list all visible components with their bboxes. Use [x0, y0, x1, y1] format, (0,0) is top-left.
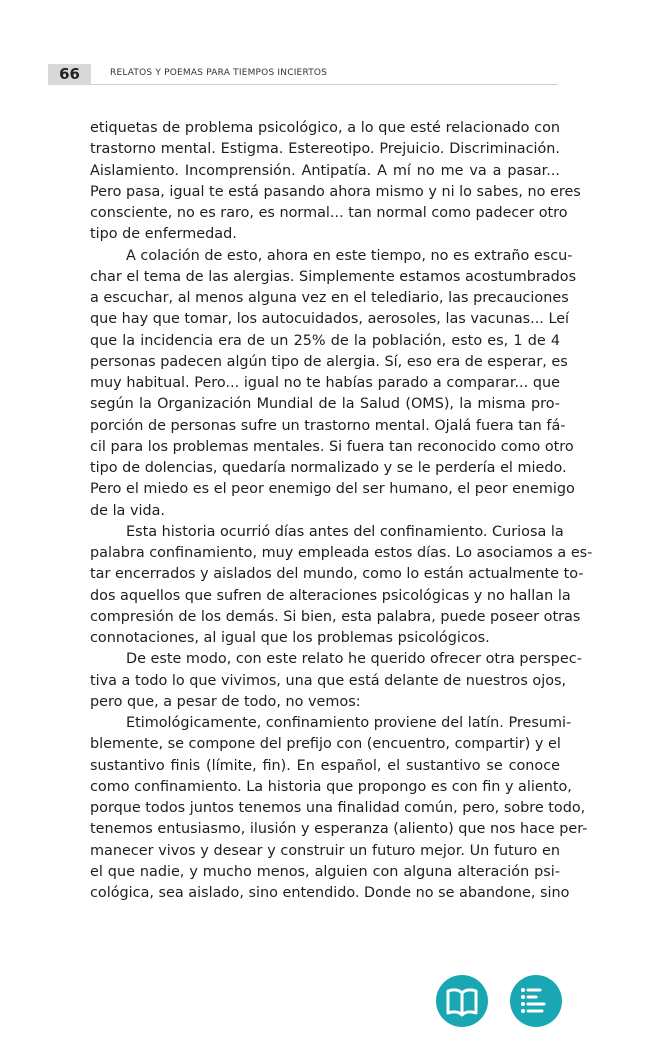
- text-line: etiquetas de problema psicológico, a lo que esté relacionado con: [90, 120, 560, 136]
- book-icon[interactable]: [436, 975, 488, 1027]
- text-line: Etimológicamente, confinamiento proviene del latín. Presumi-: [126, 715, 572, 731]
- text-line: connotaciones, al igual que los problemas psicológicos.: [90, 630, 490, 646]
- text-line: Pero el miedo es el peor enemigo del ser humano, el peor enemigo: [90, 481, 575, 498]
- text-line: pero que, a pesar de todo, no vemos:: [90, 693, 361, 710]
- text-line: cológica, sea aislado, sino entendido. Donde no se abandone, sino: [90, 885, 570, 901]
- text-line: tipo de dolencias, quedaría normalizado y se le perdería el miedo.: [90, 460, 567, 476]
- text-line: como confinamiento. La historia que propongo es con fin y aliento,: [90, 778, 572, 795]
- text-line: sustantivo finis (límite, fin). En español, el sustantivo se conoce: [90, 757, 560, 774]
- text-line: tenemos entusiasmo, ilusión y esperanza (aliento) que nos hace per-: [90, 821, 588, 838]
- list-icon[interactable]: [510, 975, 562, 1027]
- text-line: según la Organización Mundial de la Salud (OMS), la misma pro-: [90, 396, 560, 413]
- text-line: consciente, no es raro, es normal... tan normal como padecer otro: [90, 205, 568, 221]
- text-line: Pero pasa, igual te está pasando ahora mismo y ni lo sabes, no eres: [90, 183, 581, 200]
- text-line: palabra confinamiento, muy empleada estos días. Lo asociamos a es-: [90, 545, 593, 561]
- text-line: A colación de esto, ahora en este tiempo, no es extraño escu-: [126, 247, 573, 264]
- text-line: personas padecen algún tipo de alergia. Sí, eso era de esperar, es: [90, 353, 568, 370]
- text-line: porción de personas sufre un trastorno mental. Ojalá fuera tan fá-: [90, 417, 566, 434]
- footer-icons: [436, 975, 562, 1029]
- text-line: de la vida.: [90, 502, 165, 519]
- text-line: el que nadie, y mucho menos, alguien con alguna alteración psi-: [90, 863, 560, 880]
- running-title: RELATOS Y POEMAS PARA TIEMPOS INCIERTOS: [110, 68, 328, 78]
- page-header: [48, 64, 558, 85]
- text-line: que la incidencia era de un 25% de la población, esto es, 1 de 4: [90, 332, 560, 349]
- text-line: a escuchar, al menos alguna vez en el telediario, las precauciones: [90, 290, 569, 306]
- text-line: Aislamiento. Incomprensión. Antipatía. A mí no me va a pasar...: [90, 162, 560, 179]
- text-line: char el tema de las alergias. Simplemente estamos acostumbrados: [90, 268, 577, 285]
- header-rule: [91, 84, 558, 85]
- text-line: trastorno mental. Estigma. Estereotipo. Prejuicio. Discriminación.: [90, 141, 560, 158]
- text-line: Esta historia ocurrió días antes del confinamiento. Curiosa la: [126, 523, 564, 540]
- text-line: compresión de los demás. Si bien, esta palabra, puede poseer otras: [90, 608, 581, 625]
- text-line: De este modo, con este relato he querido ofrecer otra perspec-: [126, 651, 582, 668]
- text-line: tar encerrados y aislados del mundo, como lo están actualmente to-: [90, 566, 584, 583]
- page-number: 66: [48, 64, 91, 85]
- text-line: blemente, se compone del prefijo con (encuentro, compartir) y el: [90, 736, 561, 753]
- text-line: cil para los problemas mentales. Si fuera tan reconocido como otro: [90, 438, 574, 455]
- body-text: [90, 118, 593, 904]
- text-line: tipo de enfermedad.: [90, 226, 237, 243]
- text-line: porque todos juntos tenemos una finalidad común, pero, sobre todo,: [90, 800, 586, 816]
- text-line: muy habitual. Pero... igual no te habías parado a comparar... que: [90, 375, 560, 391]
- text-line: manecer vivos y desear y construir un futuro mejor. Un futuro en: [90, 842, 560, 859]
- text-line: tiva a todo lo que vivimos, una que está delante de nuestros ojos,: [90, 672, 567, 689]
- text-line: que hay que tomar, los autocuidados, aerosoles, las vacunas... Leí: [90, 311, 570, 328]
- text-line: dos aquellos que sufren de alteraciones psicológicas y no hallan la: [90, 587, 571, 604]
